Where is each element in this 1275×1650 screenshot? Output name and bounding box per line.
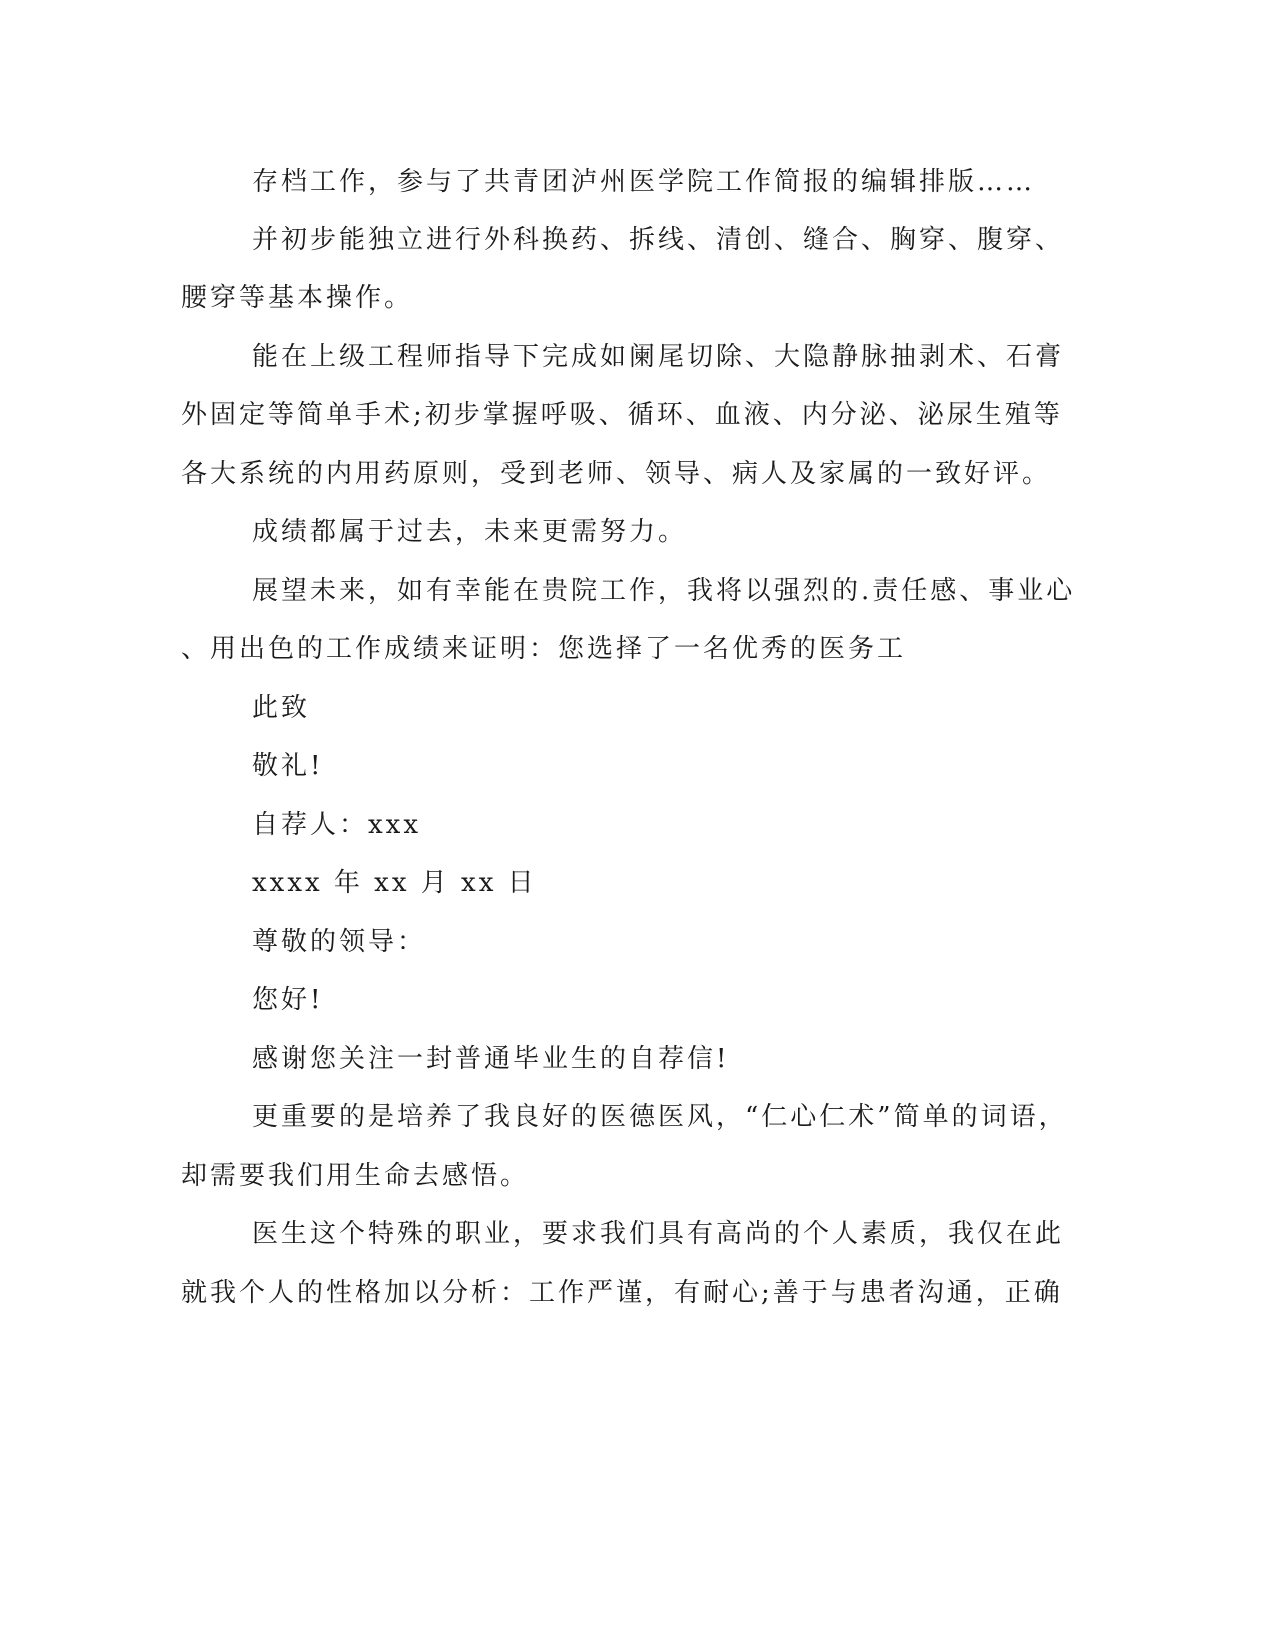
paragraph-line: 更重要的是培养了我良好的医德医风，“仁心仁术”简单的词语， (252, 1102, 1068, 1132)
paragraph-line: 各大系统的内用药原则，受到老师、领导、病人及家属的一致好评。 (181, 459, 1052, 489)
paragraph-line: 存档工作，参与了共青团泸州医学院工作简报的编辑排版…… (252, 167, 1036, 197)
paragraph-line: 、用出色的工作成绩来证明：您选择了一名优秀的医务工 (181, 634, 907, 664)
paragraph-line: 外固定等简单手术;初步掌握呼吸、循环、血液、内分泌、泌尿生殖等 (181, 400, 1063, 430)
paragraph-line: 医生这个特殊的职业，要求我们具有高尚的个人素质，我仅在此 (252, 1219, 1065, 1249)
paragraph-line: 却需要我们用生命去感悟。 (181, 1161, 530, 1191)
closing-salutation: 此致 (252, 693, 311, 723)
paragraph-line: 感谢您关注一封普通毕业生的自荐信! (252, 1044, 730, 1074)
greeting-line: 您好! (252, 985, 324, 1015)
paragraph-line: 能在上级工程师指导下完成如阑尾切除、大隐静脉抽剥术、石膏 (252, 342, 1065, 372)
paragraph-line: 并初步能独立进行外科换药、拆线、清创、缝合、胸穿、腹穿、 (252, 225, 1065, 255)
paragraph-line: 成绩都属于过去，未来更需努力。 (252, 517, 688, 547)
paragraph-line: 腰穿等基本操作。 (181, 283, 414, 313)
signature-date: xxxx 年 xx 月 xx 日 (252, 868, 537, 898)
greeting-line: 尊敬的领导： (252, 927, 427, 957)
paragraph-line: 展望未来，如有幸能在贵院工作，我将以强烈的.责任感、事业心 (252, 576, 1076, 606)
closing-regards: 敬礼! (252, 751, 324, 781)
signature-name: 自荐人：xxx (252, 810, 421, 840)
paragraph-line: 就我个人的性格加以分析：工作严谨，有耐心;善于与患者沟通，正确 (181, 1278, 1063, 1308)
